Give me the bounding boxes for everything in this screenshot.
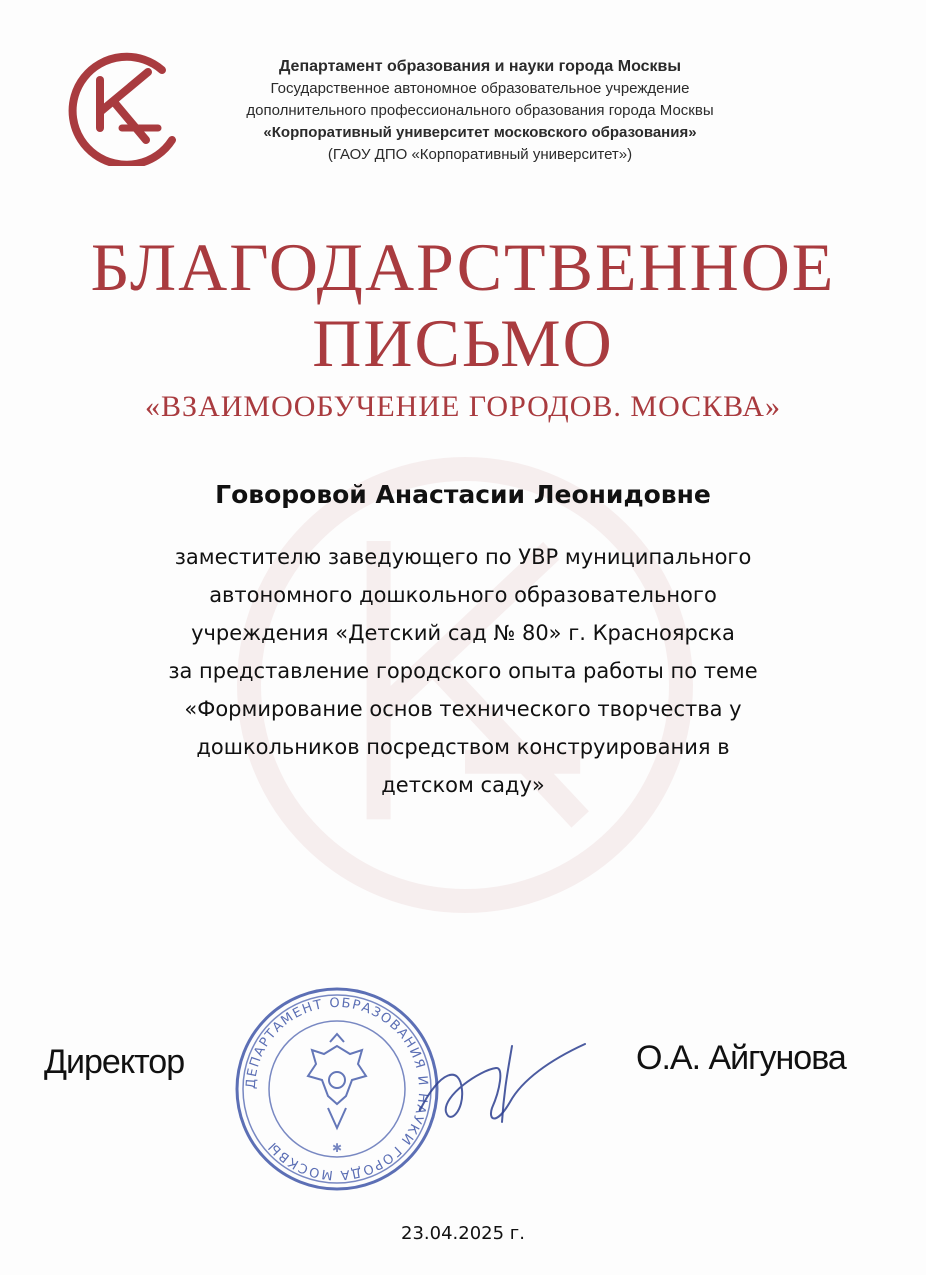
title-line-2: ПИСЬМО — [312, 305, 614, 381]
svg-text:✱: ✱ — [331, 1141, 343, 1155]
signature-icon — [400, 1030, 590, 1140]
coat-of-arms-icon — [308, 1034, 366, 1128]
director-title: Директор — [44, 1043, 185, 1081]
title-subtitle: «ВЗАИМООБУЧЕНИЕ ГОРОДОВ. МОСКВА» — [145, 390, 781, 423]
body-line: «Формирование основ технического творчества у — [184, 697, 742, 721]
seal-text: ДЕПАРТАМЕНТ ОБРАЗОВАНИЯ И НАУКИ ГОРОДА МОСКВЫ — [243, 995, 431, 1183]
body-text — [90, 538, 836, 804]
recipient-name: Говоровой Анастасии Леонидовне — [215, 480, 711, 509]
body-line: дошкольников посредством конструирования в — [196, 735, 730, 759]
department-name: Департамент образования и науки города Москвы — [278, 58, 682, 75]
header-block — [190, 56, 770, 166]
body-line: автономного дошкольного образовательного — [209, 583, 717, 607]
institution-abbreviation: (ГАОУ ДПО «Корпоративный университет») — [327, 146, 633, 163]
body-line: заместителю заведующего по УВР муниципального — [174, 545, 752, 569]
university-name: «Корпоративный университет московского образования» — [263, 124, 697, 141]
institution-line-2: дополнительного профессионального образования города Москвы — [246, 102, 714, 119]
body-line: за представление городского опыта работы по теме — [168, 659, 758, 683]
director-name: О.А. Айгунова — [636, 1039, 846, 1077]
title-line-1: БЛАГОДАРСТВЕННОЕ — [90, 229, 836, 305]
institution-line-1: Государственное автономное образовательное учреждение — [270, 80, 690, 97]
body-line: детском саду» — [381, 773, 545, 797]
issue-date: 23.04.2025 г. — [401, 1223, 525, 1244]
body-line: учреждения «Детский сад № 80» г. Красноярска — [191, 621, 735, 645]
university-logo-icon — [62, 50, 188, 166]
